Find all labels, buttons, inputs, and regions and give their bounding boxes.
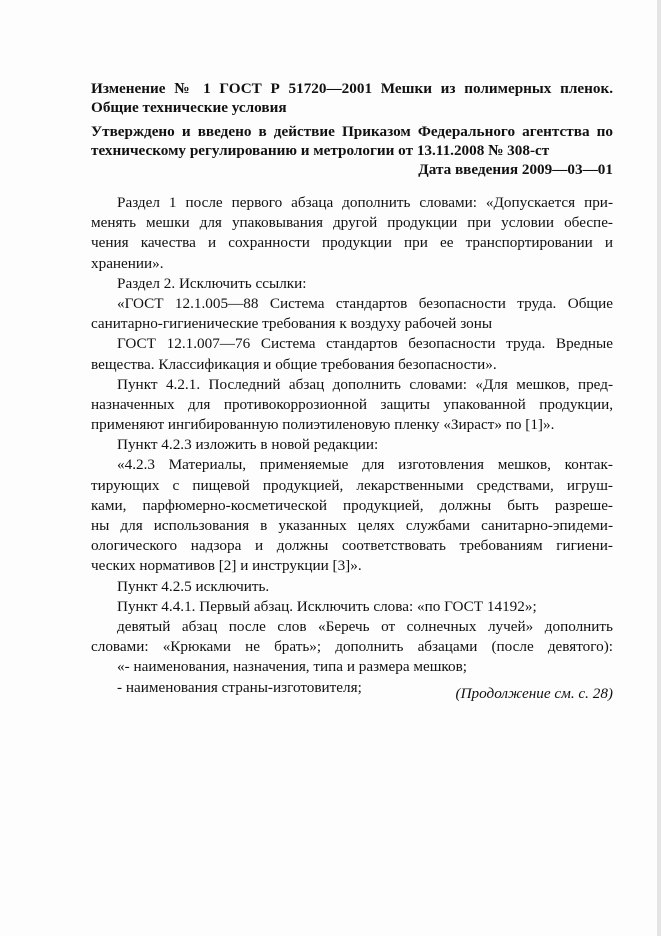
body-line: Пункт 4.2.3 изложить в новой редакции: [117,436,379,454]
body-line: санитарно-гигиенические требования к воздуху рабочей зоны [91,315,493,333]
body-line: «- наименования, назначения, типа и размера мешков; [117,658,468,676]
body-line: назначенных для противокоррозионной защиты упакованной продукции, [91,395,613,413]
body-line: ологического надзора и должны соответствовать требованиям гигиени- [91,537,613,555]
body-line: словами: «Крюками не брать»; дополнить абзацами (после девятого): [91,638,613,656]
body-line: хранении». [91,254,164,272]
body-line: ческих нормативов [2] и инструкции [3]». [91,557,362,575]
approval-line-1: Утверждено и введено в действие Приказом Федерального агентства по [91,123,613,140]
title-line-1: Изменение № 1 ГОСТ Р 51720—2001 Мешки из полимерных пленок. [91,80,613,97]
body-line: применяют ингибированную полиэтиленовую пленку «Зираст» по [1]». [91,416,555,434]
amendment-title [91,79,613,117]
continuation-note: (Продолжение см. с. 28) [455,685,613,702]
body-line: ГОСТ 12.1.007—76 Система стандартов безопасности труда. Вредные [117,335,613,353]
body-line: «4.2.3 Материалы, применяемые для изготовления мешков, контак- [117,456,613,474]
approval-statement [91,122,613,160]
body-line: Пункт 4.2.1. Последний абзац дополнить словами: «Для мешков, пред- [117,375,613,393]
body-line: чения качества и сохранности продукции при ее транспортировании и [91,234,613,252]
body-line: Пункт 4.4.1. Первый абзац. Исключить слова: «по ГОСТ 14192»; [117,597,537,615]
effective-date: Дата введения 2009—03—01 [418,161,613,178]
body-line: менять мешки для упаковывания другой продукции при условии обеспе- [91,214,613,232]
body-line: - наименования страны-изготовителя; [117,678,362,696]
title-line-2: Общие технические условия [91,99,287,116]
body-line: вещества. Классификация и общие требования безопасности». [91,355,497,373]
body-line: ками, парфюмерно-косметической продукцией, должны быть разреше- [91,496,613,514]
amendment-body [91,193,613,698]
body-line: Раздел 1 после первого абзаца дополнить словами: «Допускается при- [117,194,613,211]
body-line: девятый абзац после слов «Беречь от солнечных лучей» дополнить [117,617,613,635]
body-line: Раздел 2. Исключить ссылки: [117,274,307,292]
body-line: Пункт 4.2.5 исключить. [117,577,270,595]
approval-line-2: техническому регулированию и метрологии от 13.11.2008 № 308-ст [91,142,550,159]
body-line: ны для использования в указанных целях службами санитарно-эпидеми- [91,517,613,534]
body-line: тирующих с пищевой продукцией, лекарственными средствами, игруш- [91,476,613,494]
body-line: «ГОСТ 12.1.005—88 Система стандартов безопасности труда. Общие [117,294,613,312]
